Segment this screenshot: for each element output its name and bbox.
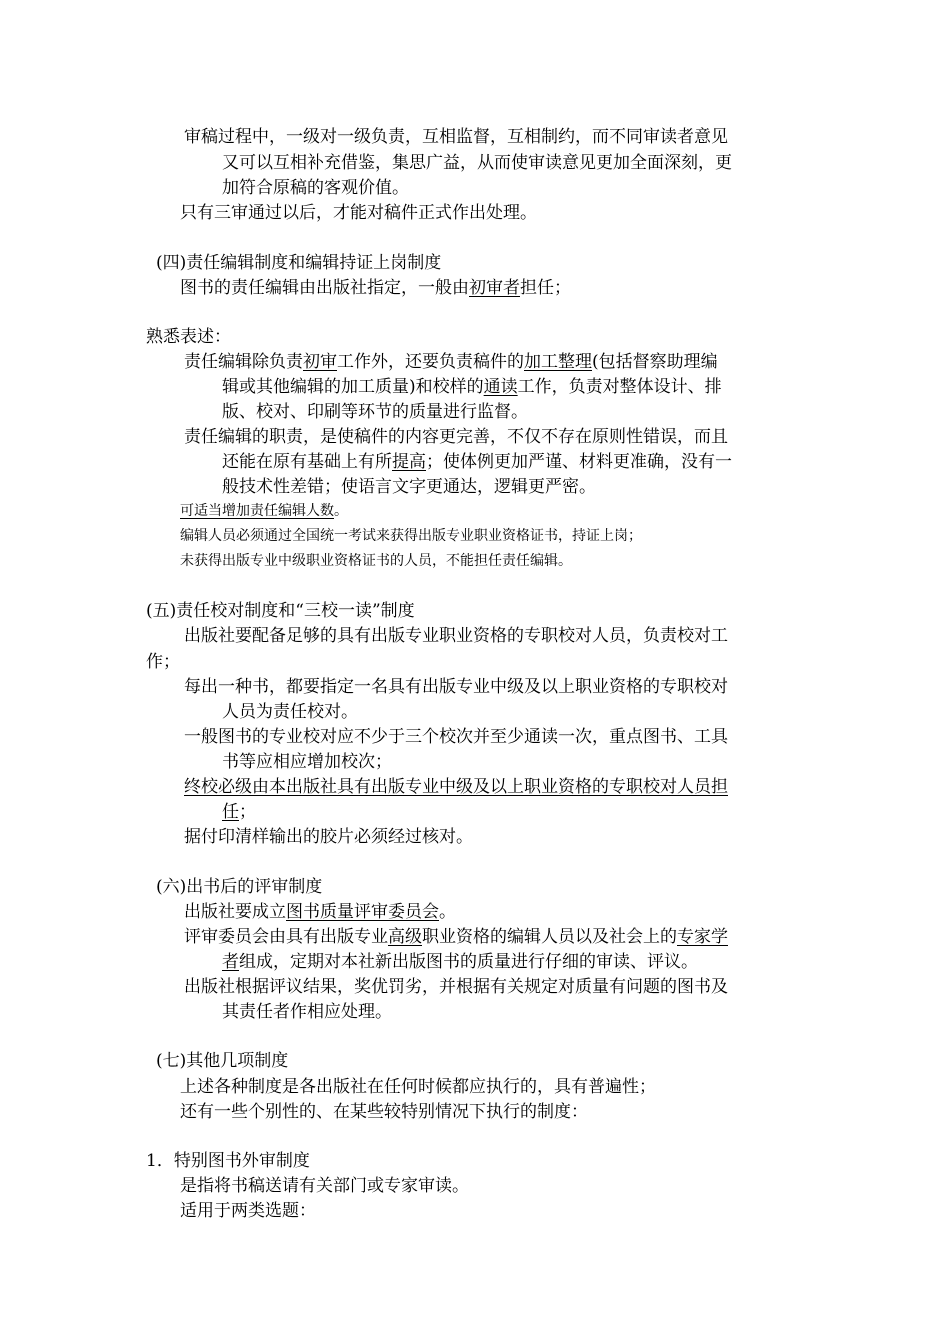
text-line: 其责任者作相应处理。 [222, 1002, 392, 1022]
text-line: 审稿过程中，一级对一级负责，互相监督，互相制约，而不同审读者意见 [184, 127, 728, 147]
text-line: 出版社要配备足够的具有出版专业职业资格的专职校对人员，负责校对工 [184, 626, 728, 646]
underlined-term: 通读 [483, 377, 518, 397]
text: ；使体例更加严谨、材料更准确，没有一 [426, 452, 732, 472]
paragraph-line [222, 950, 698, 974]
text-line: 上述各种制度是各出版社在任何时候都应执行的，具有普遍性； [180, 1077, 656, 1097]
underlined-term: 专家学 [677, 927, 728, 947]
text: 。 [334, 503, 348, 519]
paragraph-line [184, 900, 456, 924]
paragraph-line [222, 375, 722, 399]
paragraph-line [222, 800, 256, 824]
text-line: 适用于两类选题： [180, 1201, 316, 1221]
paragraph-line [180, 501, 348, 521]
section-heading: (七)其他几项制度 [156, 1051, 289, 1071]
underlined-term: 任 [222, 802, 239, 822]
text-line: 只有三审通过以后，才能对稿件正式作出处理。 [180, 203, 537, 223]
text: 还能在原有基础上有所 [222, 452, 392, 472]
underlined-term: 者 [222, 952, 239, 972]
section-heading: (四)责任编辑制度和编辑持证上岗制度 [156, 253, 442, 273]
section-heading: 1．特别图书外审制度 [146, 1151, 310, 1171]
text-line: 人员为责任校对。 [222, 702, 358, 722]
text: 工作外，还要负责稿件的 [337, 352, 524, 372]
underlined-term: 初审 [303, 352, 337, 372]
paragraph-line [184, 350, 718, 374]
text-line: 一般图书的专业校对应不少于三个校次并至少通读一次，重点图书、工具 [184, 727, 728, 747]
text: 担任； [520, 278, 571, 298]
underlined-term: 加工整理 [524, 352, 592, 372]
text-line: 据付印清样输出的胶片必须经过核对。 [184, 827, 473, 847]
text-line: 作； [146, 652, 180, 672]
text-line: 还有一些个别性的、在某些较特别情况下执行的制度： [180, 1102, 588, 1122]
underlined-term: 图书质量评审委员会 [286, 902, 439, 922]
section-heading: (五)责任校对制度和“三校一读”制度 [146, 601, 415, 621]
text-line: 书等应相应增加校次； [222, 752, 392, 772]
text: 辑或其他编辑的加工质量)和校样的 [222, 377, 484, 397]
text: 评审委员会由具有出版专业 [184, 927, 388, 947]
text: ； [239, 802, 256, 822]
familiar-label: 熟悉表述： [146, 327, 231, 347]
text: 责任编辑除负责 [184, 352, 303, 372]
underlined-line [184, 775, 728, 799]
paragraph-line [184, 925, 728, 949]
text: 图书的责任编辑由出版社指定，一般由 [180, 278, 469, 298]
paragraph-line [180, 276, 571, 300]
text: 职业资格的编辑人员以及社会上的 [422, 927, 677, 947]
underlined-term: 终校必级由本出版社具有出版专业中级及以上职业资格的专职校对人员担 [184, 777, 728, 797]
text: 。 [439, 902, 456, 922]
text-line: 出版社根据评议结果，奖优罚劣，并根据有关规定对质量有问题的图书及 [184, 977, 728, 997]
section-heading: (六)出书后的评审制度 [156, 877, 323, 897]
text-line: 是指将书稿送请有关部门或专家审读。 [180, 1176, 469, 1196]
text: (包括督察助理编 [592, 352, 718, 372]
text: 组成，定期对本社新出版图书的质量进行仔细的审读、评议。 [239, 952, 698, 972]
underlined-term: 可适当增加责任编辑人数 [180, 503, 334, 519]
text-line: 未获得出版专业中级职业资格证书的人员，不能担任责任编辑。 [180, 553, 572, 569]
underlined-term: 初审者 [469, 278, 520, 298]
underlined-term: 提高 [392, 452, 426, 472]
underlined-term: 高级 [388, 927, 422, 947]
text-line: 编辑人员必须通过全国统一考试来获得出版专业职业资格证书，持证上岗； [180, 528, 642, 544]
paragraph-line [222, 450, 732, 474]
text: 出版社要成立 [184, 902, 286, 922]
text-line: 又可以互相补充借鉴，集思广益，从而使审读意见更加全面深刻，更 [222, 153, 732, 173]
text-line: 责任编辑的职责，是使稿件的内容更完善，不仅不存在原则性错误，而且 [184, 427, 728, 447]
text-line: 般技术性差错；使语言文字更通达，逻辑更严密。 [222, 477, 596, 497]
text-line: 版、校对、印刷等环节的质量进行监督。 [222, 402, 528, 422]
text-line: 加符合原稿的客观价值。 [222, 178, 409, 198]
text-line: 每出一种书，都要指定一名具有出版专业中级及以上职业资格的专职校对 [184, 677, 728, 697]
text: 工作，负责对整体设计、排 [517, 377, 722, 397]
